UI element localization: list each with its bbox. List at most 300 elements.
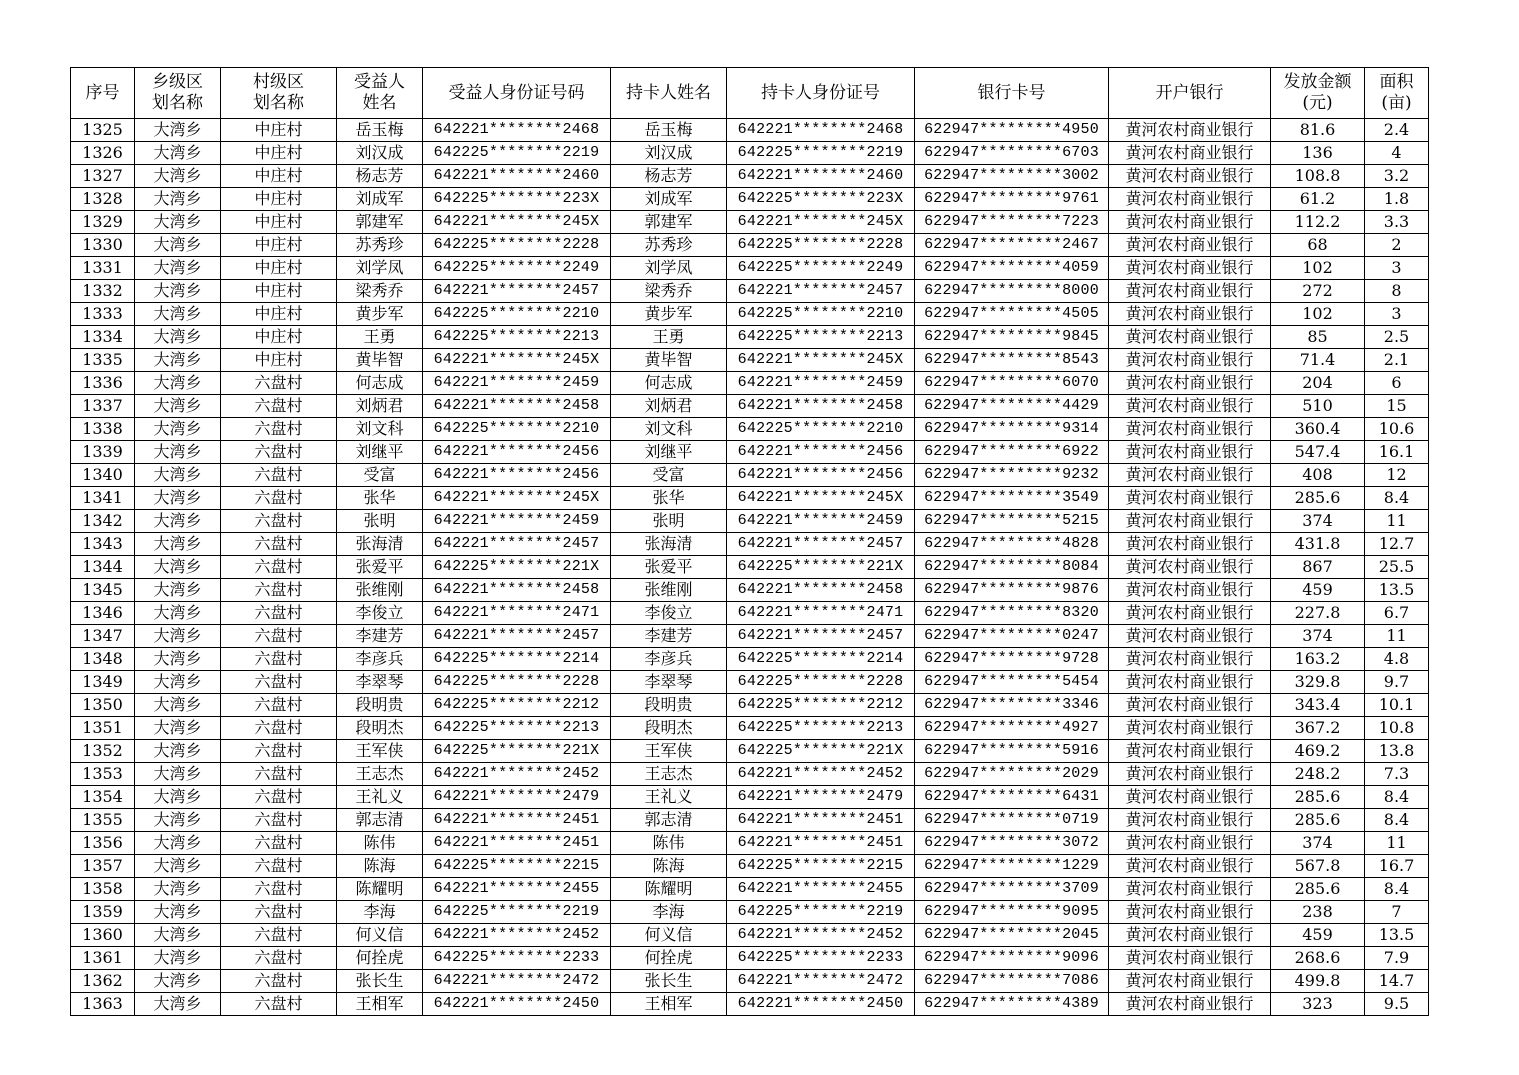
header-row	[71, 68, 1429, 119]
cell-amount: 81.6	[1271, 119, 1365, 142]
cell-area: 9.5	[1365, 993, 1429, 1016]
col-bank: 开户银行	[1109, 68, 1271, 119]
col-beneficiary-id: 受益人身份证号码	[423, 68, 611, 119]
cell-village: 六盘村	[221, 602, 337, 625]
cell-card-no: 622947*********3709	[915, 878, 1109, 901]
cell-bank: 黄河农村商业银行	[1109, 418, 1271, 441]
cell-seq: 1354	[71, 786, 135, 809]
cell-village: 六盘村	[221, 395, 337, 418]
cell-beneficiary-id: 642225********223X	[423, 188, 611, 211]
cell-township: 大湾乡	[135, 579, 221, 602]
table-row	[71, 855, 1429, 878]
cell-bank: 黄河农村商业银行	[1109, 947, 1271, 970]
cell-township: 大湾乡	[135, 878, 221, 901]
cell-area: 8.4	[1365, 809, 1429, 832]
cell-village: 六盘村	[221, 625, 337, 648]
cell-card-no: 622947*********9761	[915, 188, 1109, 211]
cell-seq: 1335	[71, 349, 135, 372]
cell-beneficiary-id: 642221********2479	[423, 786, 611, 809]
cell-amount: 360.4	[1271, 418, 1365, 441]
cell-beneficiary: 苏秀珍	[337, 234, 423, 257]
cell-beneficiary: 王礼义	[337, 786, 423, 809]
cell-beneficiary-id: 642221********245X	[423, 211, 611, 234]
cell-holder-id: 642221********2459	[727, 372, 915, 395]
cell-area: 3	[1365, 257, 1429, 280]
cell-beneficiary-id: 642225********2249	[423, 257, 611, 280]
cell-village: 六盘村	[221, 970, 337, 993]
cell-seq: 1336	[71, 372, 135, 395]
cell-holder-id: 642225********2210	[727, 303, 915, 326]
cell-village: 六盘村	[221, 648, 337, 671]
table-row	[71, 280, 1429, 303]
table-row	[71, 924, 1429, 947]
cell-seq: 1341	[71, 487, 135, 510]
cell-holder-name: 段明杰	[611, 717, 727, 740]
cell-bank: 黄河农村商业银行	[1109, 901, 1271, 924]
cell-holder-name: 刘汉成	[611, 142, 727, 165]
cell-township: 大湾乡	[135, 556, 221, 579]
cell-area: 13.8	[1365, 740, 1429, 763]
cell-amount: 408	[1271, 464, 1365, 487]
cell-card-no: 622947*********7223	[915, 211, 1109, 234]
cell-bank: 黄河农村商业银行	[1109, 280, 1271, 303]
cell-card-no: 622947*********5215	[915, 510, 1109, 533]
cell-bank: 黄河农村商业银行	[1109, 533, 1271, 556]
cell-beneficiary-id: 642225********2210	[423, 303, 611, 326]
cell-amount: 102	[1271, 257, 1365, 280]
cell-card-no: 622947*********2045	[915, 924, 1109, 947]
cell-amount: 61.2	[1271, 188, 1365, 211]
cell-township: 大湾乡	[135, 234, 221, 257]
cell-amount: 163.2	[1271, 648, 1365, 671]
table-row	[71, 188, 1429, 211]
cell-area: 8.4	[1365, 487, 1429, 510]
table-row	[71, 671, 1429, 694]
cell-holder-name: 梁秀乔	[611, 280, 727, 303]
cell-holder-name: 刘炳君	[611, 395, 727, 418]
table-row	[71, 878, 1429, 901]
cell-amount: 285.6	[1271, 487, 1365, 510]
cell-seq: 1327	[71, 165, 135, 188]
cell-seq: 1348	[71, 648, 135, 671]
cell-area: 6	[1365, 372, 1429, 395]
cell-township: 大湾乡	[135, 418, 221, 441]
cell-township: 大湾乡	[135, 993, 221, 1016]
cell-amount: 367.2	[1271, 717, 1365, 740]
cell-card-no: 622947*********9232	[915, 464, 1109, 487]
cell-beneficiary: 何拴虎	[337, 947, 423, 970]
cell-bank: 黄河农村商业银行	[1109, 188, 1271, 211]
table-row	[71, 257, 1429, 280]
cell-seq: 1330	[71, 234, 135, 257]
cell-beneficiary: 黄毕智	[337, 349, 423, 372]
cell-seq: 1326	[71, 142, 135, 165]
cell-card-no: 622947*********4389	[915, 993, 1109, 1016]
cell-holder-name: 刘继平	[611, 441, 727, 464]
cell-holder-id: 642225********2212	[727, 694, 915, 717]
cell-bank: 黄河农村商业银行	[1109, 257, 1271, 280]
cell-area: 16.1	[1365, 441, 1429, 464]
cell-holder-id: 642221********2456	[727, 441, 915, 464]
table-row	[71, 441, 1429, 464]
cell-seq: 1344	[71, 556, 135, 579]
cell-card-no: 622947*********6922	[915, 441, 1109, 464]
cell-holder-id: 642221********2458	[727, 579, 915, 602]
cell-holder-id: 642221********2460	[727, 165, 915, 188]
table-row	[71, 717, 1429, 740]
cell-beneficiary: 刘文科	[337, 418, 423, 441]
cell-bank: 黄河农村商业银行	[1109, 878, 1271, 901]
cell-amount: 374	[1271, 625, 1365, 648]
cell-card-no: 622947*********9728	[915, 648, 1109, 671]
cell-township: 大湾乡	[135, 809, 221, 832]
cell-card-no: 622947*********2467	[915, 234, 1109, 257]
cell-holder-name: 王勇	[611, 326, 727, 349]
cell-card-no: 622947*********6070	[915, 372, 1109, 395]
cell-holder-id: 642225********2219	[727, 901, 915, 924]
cell-holder-name: 李建芳	[611, 625, 727, 648]
cell-township: 大湾乡	[135, 441, 221, 464]
cell-area: 11	[1365, 625, 1429, 648]
cell-bank: 黄河农村商业银行	[1109, 165, 1271, 188]
cell-amount: 867	[1271, 556, 1365, 579]
cell-township: 大湾乡	[135, 211, 221, 234]
cell-amount: 238	[1271, 901, 1365, 924]
cell-beneficiary: 刘继平	[337, 441, 423, 464]
cell-village: 六盘村	[221, 717, 337, 740]
table-row	[71, 395, 1429, 418]
cell-village: 六盘村	[221, 855, 337, 878]
cell-seq: 1349	[71, 671, 135, 694]
cell-beneficiary-id: 642225********221X	[423, 556, 611, 579]
cell-beneficiary: 刘汉成	[337, 142, 423, 165]
cell-holder-id: 642221********245X	[727, 349, 915, 372]
cell-beneficiary: 张爱平	[337, 556, 423, 579]
cell-area: 10.8	[1365, 717, 1429, 740]
cell-beneficiary: 李建芳	[337, 625, 423, 648]
cell-township: 大湾乡	[135, 142, 221, 165]
table-row	[71, 234, 1429, 257]
cell-area: 14.7	[1365, 970, 1429, 993]
cell-amount: 431.8	[1271, 533, 1365, 556]
cell-holder-name: 李海	[611, 901, 727, 924]
cell-village: 六盘村	[221, 510, 337, 533]
cell-seq: 1353	[71, 763, 135, 786]
cell-area: 4.8	[1365, 648, 1429, 671]
cell-beneficiary-id: 642221********2459	[423, 510, 611, 533]
cell-bank: 黄河农村商业银行	[1109, 763, 1271, 786]
cell-area: 9.7	[1365, 671, 1429, 694]
cell-bank: 黄河农村商业银行	[1109, 579, 1271, 602]
table-row	[71, 119, 1429, 142]
cell-card-no: 622947*********4505	[915, 303, 1109, 326]
cell-amount: 469.2	[1271, 740, 1365, 763]
cell-seq: 1347	[71, 625, 135, 648]
cell-village: 六盘村	[221, 901, 337, 924]
cell-township: 大湾乡	[135, 326, 221, 349]
cell-holder-name: 李俊立	[611, 602, 727, 625]
cell-township: 大湾乡	[135, 855, 221, 878]
col-village: 村级区 划名称	[221, 68, 337, 119]
cell-beneficiary-id: 642225********2215	[423, 855, 611, 878]
table-row	[71, 901, 1429, 924]
cell-area: 1.8	[1365, 188, 1429, 211]
cell-area: 11	[1365, 510, 1429, 533]
cell-beneficiary-id: 642221********2456	[423, 441, 611, 464]
cell-seq: 1325	[71, 119, 135, 142]
cell-township: 大湾乡	[135, 280, 221, 303]
cell-holder-name: 黄步军	[611, 303, 727, 326]
cell-beneficiary: 刘炳君	[337, 395, 423, 418]
cell-card-no: 622947*********3549	[915, 487, 1109, 510]
cell-beneficiary: 张维刚	[337, 579, 423, 602]
cell-beneficiary-id: 642225********2213	[423, 717, 611, 740]
cell-beneficiary: 陈耀明	[337, 878, 423, 901]
cell-holder-id: 642221********2472	[727, 970, 915, 993]
cell-area: 2.5	[1365, 326, 1429, 349]
cell-holder-name: 张长生	[611, 970, 727, 993]
cell-bank: 黄河农村商业银行	[1109, 970, 1271, 993]
cell-holder-name: 张明	[611, 510, 727, 533]
cell-card-no: 622947*********4828	[915, 533, 1109, 556]
cell-holder-id: 642225********2228	[727, 234, 915, 257]
cell-holder-id: 642221********2450	[727, 993, 915, 1016]
cell-area: 2	[1365, 234, 1429, 257]
cell-beneficiary: 杨志芳	[337, 165, 423, 188]
cell-holder-id: 642225********2210	[727, 418, 915, 441]
cell-beneficiary-id: 642221********2457	[423, 625, 611, 648]
cell-seq: 1360	[71, 924, 135, 947]
cell-beneficiary-id: 642221********2458	[423, 395, 611, 418]
cell-area: 12	[1365, 464, 1429, 487]
cell-holder-name: 黄毕智	[611, 349, 727, 372]
cell-township: 大湾乡	[135, 740, 221, 763]
cell-holder-name: 张华	[611, 487, 727, 510]
cell-township: 大湾乡	[135, 257, 221, 280]
cell-seq: 1338	[71, 418, 135, 441]
cell-beneficiary-id: 642221********2452	[423, 763, 611, 786]
table-row	[71, 832, 1429, 855]
cell-village: 六盘村	[221, 924, 337, 947]
cell-township: 大湾乡	[135, 671, 221, 694]
cell-township: 大湾乡	[135, 901, 221, 924]
cell-beneficiary: 何义信	[337, 924, 423, 947]
cell-card-no: 622947*********0247	[915, 625, 1109, 648]
cell-township: 大湾乡	[135, 188, 221, 211]
cell-holder-id: 642225********223X	[727, 188, 915, 211]
cell-township: 大湾乡	[135, 510, 221, 533]
cell-beneficiary: 刘学凤	[337, 257, 423, 280]
cell-village: 中庄村	[221, 349, 337, 372]
table-body	[71, 119, 1429, 1016]
cell-area: 2.1	[1365, 349, 1429, 372]
cell-bank: 黄河农村商业银行	[1109, 349, 1271, 372]
cell-amount: 343.4	[1271, 694, 1365, 717]
cell-amount: 323	[1271, 993, 1365, 1016]
cell-holder-name: 刘学凤	[611, 257, 727, 280]
cell-area: 3	[1365, 303, 1429, 326]
cell-beneficiary-id: 642225********2214	[423, 648, 611, 671]
cell-amount: 85	[1271, 326, 1365, 349]
cell-holder-id: 642225********2213	[727, 717, 915, 740]
cell-seq: 1362	[71, 970, 135, 993]
col-beneficiary: 受益人 姓名	[337, 68, 423, 119]
cell-township: 大湾乡	[135, 533, 221, 556]
cell-village: 中庄村	[221, 257, 337, 280]
cell-holder-name: 刘文科	[611, 418, 727, 441]
cell-township: 大湾乡	[135, 694, 221, 717]
cell-beneficiary-id: 642225********2212	[423, 694, 611, 717]
cell-township: 大湾乡	[135, 763, 221, 786]
col-area: 面积 (亩)	[1365, 68, 1429, 119]
cell-card-no: 622947*********0719	[915, 809, 1109, 832]
cell-bank: 黄河农村商业银行	[1109, 211, 1271, 234]
cell-amount: 268.6	[1271, 947, 1365, 970]
table-row	[71, 625, 1429, 648]
subsidy-payment-table	[70, 67, 1429, 1016]
cell-township: 大湾乡	[135, 395, 221, 418]
cell-holder-name: 王礼义	[611, 786, 727, 809]
cell-beneficiary-id: 642225********2219	[423, 901, 611, 924]
cell-amount: 285.6	[1271, 878, 1365, 901]
cell-beneficiary-id: 642221********2457	[423, 533, 611, 556]
cell-area: 3.3	[1365, 211, 1429, 234]
cell-area: 7	[1365, 901, 1429, 924]
cell-village: 中庄村	[221, 165, 337, 188]
cell-township: 大湾乡	[135, 372, 221, 395]
col-card-no: 银行卡号	[915, 68, 1109, 119]
cell-bank: 黄河农村商业银行	[1109, 119, 1271, 142]
cell-village: 六盘村	[221, 372, 337, 395]
cell-area: 2.4	[1365, 119, 1429, 142]
cell-card-no: 622947*********1229	[915, 855, 1109, 878]
cell-card-no: 622947*********2029	[915, 763, 1109, 786]
cell-village: 六盘村	[221, 993, 337, 1016]
cell-holder-id: 642221********2459	[727, 510, 915, 533]
cell-township: 大湾乡	[135, 165, 221, 188]
cell-bank: 黄河农村商业银行	[1109, 855, 1271, 878]
cell-area: 8.4	[1365, 786, 1429, 809]
table-row	[71, 993, 1429, 1016]
cell-village: 中庄村	[221, 234, 337, 257]
table-row	[71, 579, 1429, 602]
cell-holder-name: 郭建军	[611, 211, 727, 234]
cell-area: 10.1	[1365, 694, 1429, 717]
cell-area: 12.7	[1365, 533, 1429, 556]
cell-seq: 1339	[71, 441, 135, 464]
cell-beneficiary: 刘成军	[337, 188, 423, 211]
cell-village: 中庄村	[221, 326, 337, 349]
cell-beneficiary-id: 642221********2450	[423, 993, 611, 1016]
cell-beneficiary: 李翠琴	[337, 671, 423, 694]
cell-beneficiary: 梁秀乔	[337, 280, 423, 303]
cell-beneficiary-id: 642225********2219	[423, 142, 611, 165]
table-row	[71, 694, 1429, 717]
cell-beneficiary: 何志成	[337, 372, 423, 395]
cell-township: 大湾乡	[135, 947, 221, 970]
table-row	[71, 786, 1429, 809]
cell-township: 大湾乡	[135, 349, 221, 372]
cell-beneficiary-id: 642225********2233	[423, 947, 611, 970]
cell-amount: 510	[1271, 395, 1365, 418]
cell-township: 大湾乡	[135, 786, 221, 809]
cell-beneficiary: 陈伟	[337, 832, 423, 855]
cell-card-no: 622947*********9095	[915, 901, 1109, 924]
cell-holder-name: 何志成	[611, 372, 727, 395]
table-row	[71, 648, 1429, 671]
cell-bank: 黄河农村商业银行	[1109, 648, 1271, 671]
cell-bank: 黄河农村商业银行	[1109, 694, 1271, 717]
cell-holder-name: 苏秀珍	[611, 234, 727, 257]
cell-area: 25.5	[1365, 556, 1429, 579]
cell-village: 六盘村	[221, 947, 337, 970]
cell-card-no: 622947*********6703	[915, 142, 1109, 165]
cell-bank: 黄河农村商业银行	[1109, 487, 1271, 510]
cell-area: 3.2	[1365, 165, 1429, 188]
cell-seq: 1355	[71, 809, 135, 832]
cell-beneficiary: 受富	[337, 464, 423, 487]
cell-holder-name: 张爱平	[611, 556, 727, 579]
cell-area: 15	[1365, 395, 1429, 418]
cell-beneficiary: 李彦兵	[337, 648, 423, 671]
cell-amount: 374	[1271, 510, 1365, 533]
cell-beneficiary: 王志杰	[337, 763, 423, 786]
col-amount: 发放金额 (元)	[1271, 68, 1365, 119]
cell-township: 大湾乡	[135, 832, 221, 855]
cell-amount: 567.8	[1271, 855, 1365, 878]
cell-holder-id: 642225********221X	[727, 556, 915, 579]
cell-holder-id: 642225********2213	[727, 326, 915, 349]
cell-amount: 108.8	[1271, 165, 1365, 188]
cell-amount: 547.4	[1271, 441, 1365, 464]
cell-seq: 1359	[71, 901, 135, 924]
cell-holder-name: 杨志芳	[611, 165, 727, 188]
cell-bank: 黄河农村商业银行	[1109, 625, 1271, 648]
table-row	[71, 418, 1429, 441]
cell-holder-id: 642221********245X	[727, 487, 915, 510]
cell-beneficiary-id: 642225********2228	[423, 671, 611, 694]
cell-seq: 1343	[71, 533, 135, 556]
cell-holder-id: 642221********2451	[727, 809, 915, 832]
cell-bank: 黄河农村商业银行	[1109, 740, 1271, 763]
cell-beneficiary: 张长生	[337, 970, 423, 993]
cell-amount: 102	[1271, 303, 1365, 326]
cell-seq: 1331	[71, 257, 135, 280]
cell-village: 六盘村	[221, 579, 337, 602]
cell-holder-name: 岳玉梅	[611, 119, 727, 142]
cell-holder-name: 陈伟	[611, 832, 727, 855]
table-row	[71, 349, 1429, 372]
cell-bank: 黄河农村商业银行	[1109, 142, 1271, 165]
table-row	[71, 487, 1429, 510]
cell-amount: 227.8	[1271, 602, 1365, 625]
cell-township: 大湾乡	[135, 648, 221, 671]
cell-holder-id: 642221********2458	[727, 395, 915, 418]
cell-beneficiary: 张华	[337, 487, 423, 510]
cell-beneficiary-id: 642221********2468	[423, 119, 611, 142]
cell-beneficiary: 陈海	[337, 855, 423, 878]
cell-beneficiary: 黄步军	[337, 303, 423, 326]
cell-bank: 黄河农村商业银行	[1109, 441, 1271, 464]
cell-beneficiary-id: 642221********245X	[423, 349, 611, 372]
cell-village: 中庄村	[221, 188, 337, 211]
cell-amount: 68	[1271, 234, 1365, 257]
cell-village: 六盘村	[221, 418, 337, 441]
cell-area: 13.5	[1365, 924, 1429, 947]
cell-holder-name: 受富	[611, 464, 727, 487]
cell-holder-name: 郭志清	[611, 809, 727, 832]
cell-bank: 黄河农村商业银行	[1109, 234, 1271, 257]
